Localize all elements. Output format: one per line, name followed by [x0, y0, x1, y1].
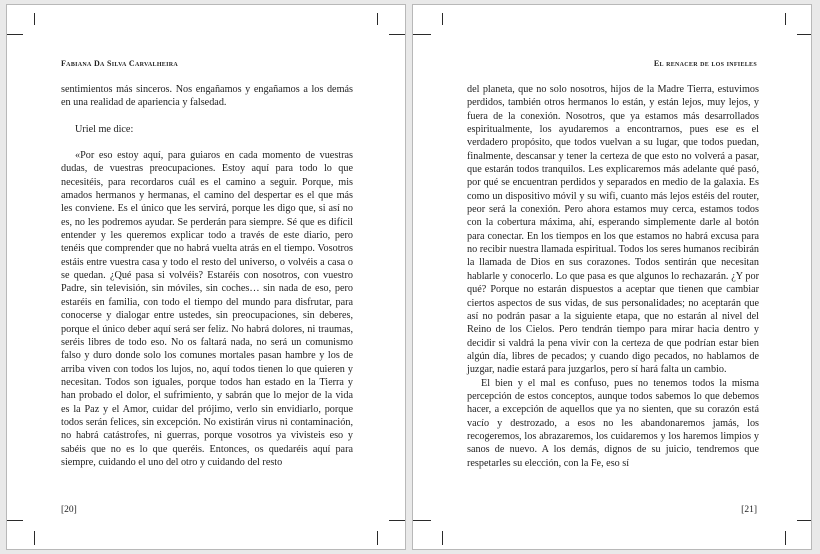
page-body: [61, 83, 353, 469]
running-header-author: Fabiana Da Silva Carvalheira: [61, 59, 178, 68]
page-number: [20]: [61, 505, 77, 515]
right-page: [412, 4, 812, 550]
paragraph: El bien y el mal es confuso, pues no tenemos todos la misma percepción de estos conceptos, aunque todos sabemos lo que debemos hacer, a excepción de aquellos que ya no sienten, que su corazón está vacío y destrozado, a esos no les abandonaremos jamás, los recogeremos, los abrazaremos, los cuidaremos y los haremos limpios y sanos de nuevo. A los demás, dignos de su juicio, tendremos que respetarles su elección, con la Fe, eso sí: [467, 377, 759, 469]
paragraph: «Por eso estoy aquí, para guiaros en cada momento de vuestras dudas, de vuestras preocupaciones. Estoy aquí para todo lo que necesitéis, para recordaros cuál es el camino a seguir. Porque, mis amados hermanos y hermanas, el camino del despertar es el que más les conviene. Es el único que les servirá, porque les digo que, si así no es, no les podremos ayudar. Se perderán para siempre. Sé que es difícil entender y les queremos explicar todo a través de este diario, pero tenéis que comprender que no habrá vuelta atrás en el tiempo. Vosotros estáis entre vuestra casa y todo el resto del universo, o volvéis a casa o se quedan. ¿Qué pasa si volvéis? Estaréis con nosotros, con vuestro Padre, sin televisión, sin móviles, sin coches… sin nada de eso, pero estaréis en familia, con todo el tiempo del mundo para disfrutar, para conocerse y dialogar entre ustedes, sin preocupaciones, sin deberes, porque el único deber aquí será ser feliz. No habrá dolores, ni traumas, seréis libres de todo eso. No os faltará nada, no será un comunismo falso y duro donde solo los comunes mortales pasan hambre y los de arriba viven con todos los lujos, no, aquí todos tienen lo que quieren y necesitan. Todos son iguales, porque todos han estado en la Tierra y han probado el dolor, el sufrimiento, y sabrán que lo mejor de la vida es la Paz y el Amor, cuidar del prójimo, verlo sin envidiarlo, porque todos serán felices, sin excepción. No existirán virus ni contaminación, no habrá catástrofes, ni guerras, porque vosotros ya vivisteis eso y sabéis que no es lo que queréis. Entonces, os quedaréis aquí para siempre, cuidando el uno del otro y cuidando del resto: [61, 150, 353, 468]
left-page: [6, 4, 406, 550]
running-header-title: El renacer de los infieles: [653, 59, 757, 68]
paragraph: del planeta, que no solo nosotros, hijos de la Madre Tierra, estuvimos perdidos, también otros hermanos lo están, y están lejos, muy lejos, y fuera de la conexión. Nosotros, que ya estamos más desarrollados espiritualmente, los ayudaremos a encontrarnos, pues ese es el verdadero propósito, que todos vuelvan a su lugar, que todos puedan, finalmente, descansar y tener la certeza de que esto no volverá a pasar, que estarán todos tranquilos. Les explicaremos más adelante qué pasó, por qué se encuentran perdidos y separados en medio de la galaxia. Es como un dispositivo móvil y su wifi, cuanto más lejos estéis del router, peor será la conexión. Pero ahora estamos muy cerca, estamos todos con la cobertura máxima, ahí, esperando simplemente darle al botón para conectar. En los tiempos en los que estamos no habrá excusa para no recibir nuestra llamada espiritual. Todos los seres humanos recibirán la llamada de Dios en sus corazones. Todos sentirán que necesitan hablarle y conocerlo. Lo que pasa es que algunos lo rechazarán. ¿Y por qué? Porque no estarán dispuestos a aceptar que tienen que cambiar ciertos aspectos de sus vidas, de sus personalidades; no aceptarán que así no podrán pasar a la siguiente etapa, que no estarán al nivel del Reino de los Cielos. Pero tendrán tiempo para mirar hacia dentro y decidir si valdrá la pena vivir con la certeza de que podrían estar bien algún día, libres de pecados; y cuando digo pecados, no hablamos de juzgar, nadie estará para juzgarlos, pero sí hará falta un cambio.: [467, 84, 759, 376]
paragraph: Uriel me dice:: [75, 123, 134, 135]
paragraph: sentimientos más sinceros. Nos engañamos y engañamos a los demás en una realidad de apariencia y falsedad.: [61, 84, 353, 109]
page-number: [21]: [741, 505, 757, 515]
page-body: [467, 83, 759, 470]
